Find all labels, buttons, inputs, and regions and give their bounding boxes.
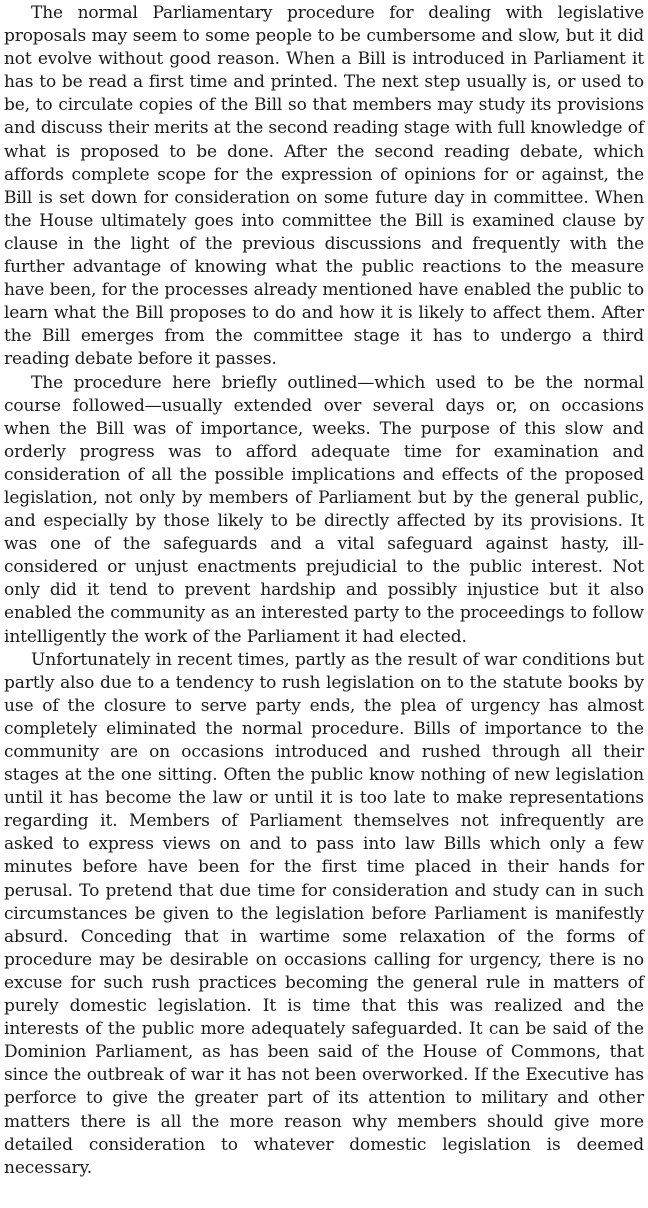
- article-paragraph-3: Unfortunately in recent times, partly as the result of war conditions but partly also due to a tendency to rush legislation on to the statute books by use of the closure to serve party ends, the plea of urgency has almost completely eliminated the normal procedure. Bills of importance to the community are on occasions introduced and rushed through all their stages at the one sitting. Often the public know nothing of new legislation until it has become the law or until it is too late to make representations regarding it. Members of Parliament themselves not infrequently are asked to express views on and to pass into law Bills which only a few minutes before have been for the first time placed in their hands for perusal. To pretend that due time for consideration and study can in such circumstances be given to the legislation before Parliament is manifestly absurd. Conceding that in wartime some relaxation of the forms of procedure may be desirable on occasions calling for urgency, there is no excuse for such rush practices becoming the general rule in matters of purely domestic legislation. It is time that this was realized and the interests of the public more adequately safeguarded. It can be said of the Dominion Parliament, as has been said of the House of Commons, that since the outbreak of war it has not been overworked. If the Executive has perforce to give the greater part of its attention to military and other matters there is all the more reason why members should give more detailed consideration to whatever domestic legislation is deemed necessary.: [4, 649, 644, 1178]
- article-paragraph-2: The procedure here briefly outlined—which used to be the normal course followed—usually extended over several days or, on occasions when the Bill was of importance, weeks. The purpose of this slow and orderly progress was to afford adequate time for examination and consideration of all the possible implications and effects of the proposed legislation, not only by members of Parliament but by the general public, and especially by those likely to be directly affected by its provisions. It was one of the safeguards and a vital safeguard against hasty, ill-considered or unjust enactments prejudicial to the public interest. Not only did it tend to prevent hardship and possibly injustice but it also enabled the community as an interested party to the proceedings to follow intelligently the work of the Parliament it had elected.: [4, 372, 644, 647]
- article-paragraph-1: The normal Parliamentary procedure for dealing with legislative proposals may seem to some people to be cumbersome and slow, but it did not evolve without good reason. When a Bill is introduced in Parliament it has to be read a first time and printed. The next step usually is, or used to be, to circulate copies of the Bill so that members may study its provisions and discuss their merits at the second reading stage with full knowledge of what is proposed to be done. After the second reading debate, which affords complete scope for the expression of opinions for or against, the Bill is set down for consideration on some future day in committee. When the House ultimately goes into committee the Bill is examined clause by clause in the light of the previous discussions and frequently with the further advantage of knowing what the public reactions to the measure have been, for the processes already mentioned have enabled the public to learn what the Bill proposes to do and how it is likely to affect them. After the Bill emerges from the committee stage it has to undergo a third reading debate before it passes.: [4, 3, 644, 370]
